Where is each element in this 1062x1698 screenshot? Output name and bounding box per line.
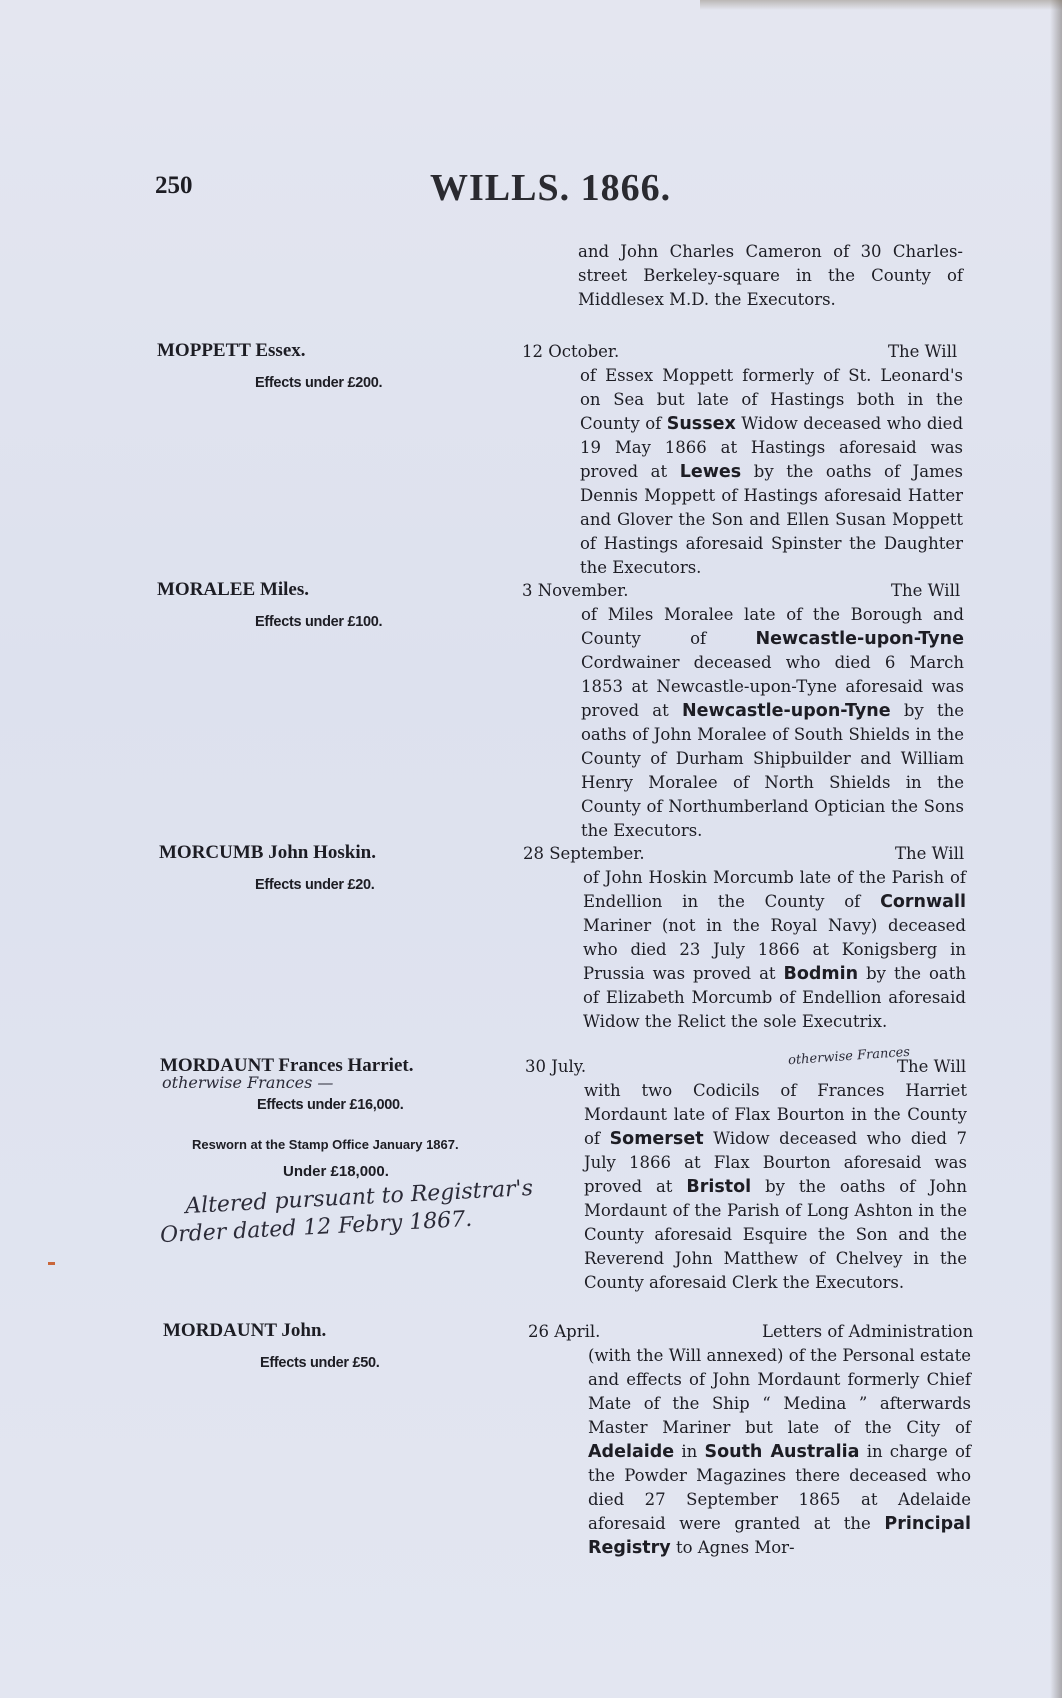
entry-heading: The Will [897, 1057, 967, 1076]
page-edge-shadow [1050, 0, 1062, 1698]
handwritten-insert: otherwise Frances [787, 1044, 911, 1069]
entry-date: 30 July. [525, 1057, 587, 1076]
entry-body: (with the Will annexed) of the Personal estate and effects of John Mordaunt formerly Chief Mate of the Ship “ Medina ” afterwards Master Mariner but late of the City of Adelaide in South Australia in charge of the Powder Magazines there deceased who died 27 September 1865 at Adelaide aforesaid were granted at the Principal Registry to Agnes Mor- [588, 1346, 971, 1558]
entry-date: 28 September. [523, 844, 645, 863]
page-top-edge [700, 0, 1062, 10]
entry-heading: The Will [891, 581, 961, 600]
effects-value: Effects under £16,000. [257, 1097, 404, 1113]
effects-value: Effects under £20. [255, 877, 375, 893]
page-number: 250 [155, 172, 193, 199]
entry-body: of John Hoskin Morcumb late of the Parish of Endellion in the County of Cornwall Mariner (not in the Royal Navy) deceased who died 23 July 1866 at Konigsberg in Prussia was proved at Bodmin by the oath of Elizabeth Morcumb of Endellion aforesaid Widow the Relict the sole Executrix. [583, 868, 967, 1031]
handwritten-annotation-line-2: Order dated 12 Febry 1867. [159, 1206, 473, 1249]
entry-heading: Letters of Administration [762, 1322, 974, 1341]
entry-name: MORDAUNT Frances Harriet. [160, 1055, 414, 1076]
continued-text: and John Charles Cameron of 30 Charles-street Berkeley-square in the County of Middlesex M.D. the Executors. [578, 242, 963, 309]
entry-name: MOPPETT Essex. [157, 340, 306, 361]
entry-body: of Miles Moralee late of the Borough and County of Newcastle-upon-Tyne Cordwainer deceased who died 6 March 1853 at Newcastle-upon-Tyne aforesaid was proved at Newcastle-upon-Tyne by the oaths of John Moralee of South Shields in the County of Durham Shipbuilder and William Henry Moralee of North Shields in the County of Northumberland Optician the Sons the Executors. [581, 605, 964, 840]
entry-body: of Essex Moppett formerly of St. Leonard's on Sea but late of Hastings both in the County of Sussex Widow deceased who died 19 May 1866 at Hastings aforesaid was proved at Lewes by the oaths of James Dennis Moppett of Hastings aforesaid Hatter and Glover the Son and Ellen Susan Moppett of Hastings aforesaid Spinster the Daughter the Executors. [580, 366, 964, 577]
effects-value: Effects under £50. [260, 1355, 380, 1371]
entry-heading: The Will [895, 844, 965, 863]
entry-heading: The Will [888, 342, 958, 361]
resworn-value: Under £18,000. [283, 1163, 389, 1180]
entry-date: 3 November. [522, 581, 629, 600]
entry-date: 26 April. [528, 1322, 601, 1341]
ink-mark [48, 1262, 55, 1265]
effects-value: Effects under £100. [255, 614, 383, 630]
entry-body: with two Codicils of Frances Harriet Mordaunt late of Flax Bourton in the County of Somerset Widow deceased who died 7 July 1866 at Flax Bourton aforesaid was proved at Bristol by the oaths of John Mordaunt of the Parish of Long Ashton in the County aforesaid Esquire the Son and the Reverend John Matthew of Chelvey in the County aforesaid Clerk the Executors. [584, 1081, 968, 1292]
handwritten-annotation-line-1: Altered pursuant to Registrar's [184, 1175, 534, 1220]
entry-date: 12 October. [522, 342, 620, 361]
page-title: WILLS. 1866. [430, 167, 672, 209]
handwritten-alias: otherwise Frances — [162, 1073, 334, 1092]
resworn-note: Resworn at the Stamp Office January 1867. [192, 1137, 459, 1152]
entry-name: MORDAUNT John. [163, 1320, 327, 1341]
entry-name: MORALEE Miles. [157, 579, 310, 600]
effects-value: Effects under £200. [255, 375, 383, 391]
entry-name: MORCUMB John Hoskin. [159, 842, 376, 863]
